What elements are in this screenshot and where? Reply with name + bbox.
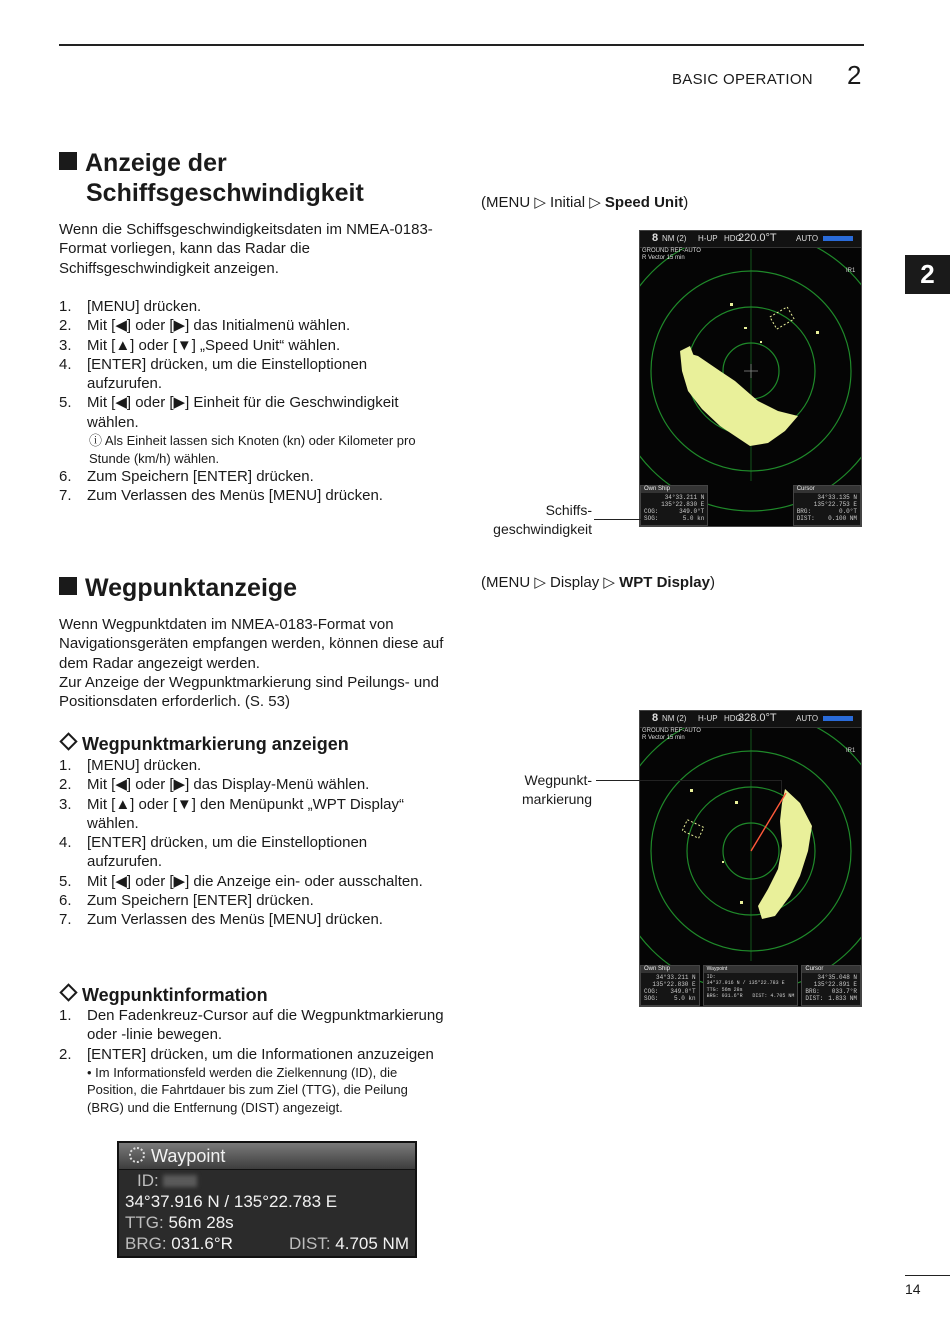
section-square-icon (59, 577, 77, 595)
section-title-waypoint: Wegpunktanzeige (59, 573, 297, 603)
radar-screenshot-speed: 8 NM (2) H-UP HDG 220.0°T AUTO GROUND REF-AUTO R Vector 15 min IR1 Own Ship 34°33.211 N 135°22.830 E COG: 349.0°T SOG: 5.0 kn Cursor 34°33.135 N 135°22.753 E BRG: 0.0°T DIST: 0.100 NM (639, 230, 862, 527)
step: 1. [MENU] drücken. (59, 757, 202, 774)
gain-bar (823, 716, 853, 721)
waypoint-info-box: Waypoint ID: 34°37.916 N / 135°22.783 E TTG: 56m 28s BRG: 031.6°R DIST: 4.705 NM (117, 1141, 417, 1258)
step: 2. Mit [◀] oder [▶] das Initialmenü wählen. (59, 317, 351, 335)
step: 5. Mit [◀] oder [▶] die Anzeige ein- oder ausschalten. (59, 872, 423, 890)
menu-path-waypoint: (MENU ▷ Display ▷ WPT Display) (481, 574, 715, 591)
step: 4. [ENTER] drücken, um die Einstelloptionen aufzurufen. (59, 834, 368, 871)
cursor-panel: Cursor 34°33.135 N 135°22.753 E BRG: 0.0°T DIST: 0.100 NM (793, 485, 861, 526)
step: 6. Zum Speichern [ENTER] drücken. (59, 468, 314, 486)
step: 3. Mit [▲] oder [▼] den Menüpunkt „WPT Display“ wählen. (59, 795, 405, 832)
diamond-icon (59, 732, 77, 750)
callout-leader (596, 780, 782, 781)
subsection-title-marker: Wegpunktmarkierung anzeigen (59, 734, 349, 755)
waypoint-info-header: Waypoint (119, 1143, 415, 1170)
page-number-rule (905, 1275, 950, 1276)
section-square-icon (59, 152, 77, 170)
step: 1. Den Fadenkreuz-Cursor auf die Wegpunktmarkierung oder -linie bewegen. (59, 1007, 444, 1044)
waypoint-intro-2: Zur Anzeige der Wegpunktmarkierung sind Peilungs- und Positionsdaten erforderlich. (S. 53) (59, 674, 439, 711)
radar-display (640, 711, 861, 1006)
section-title-speed: Anzeige der Schiffsgeschwindigkeit (59, 148, 364, 208)
waypoint-intro-1: Wenn Wegpunktdaten im NMEA-0183-Format von Navigationsgeräten empfangen werden, können diese auf dem Radar angezeigt werden. (59, 616, 444, 672)
info-steps (59, 1006, 444, 1116)
marker-steps (59, 756, 444, 930)
waypoint-icon (129, 1147, 145, 1163)
page-number: 14 (905, 1281, 921, 1297)
step: 1. [MENU] drücken. (59, 298, 202, 315)
step: 2. Mit [◀] oder [▶] das Display-Menü wählen. (59, 776, 370, 794)
gain-bar (823, 236, 853, 241)
step: 2. [ENTER] drücken, um die Informationen anzuzeigen • Im Informationsfeld werden die Zielkennung (ID), die Position, die Fahrtdauer bis zum Ziel (TTG), die Peilung (BRG) und die Entfernung (DIST) angezeigt. (59, 1045, 444, 1117)
speed-steps (59, 297, 444, 506)
radar-display (640, 231, 861, 526)
step: 4. [ENTER] drücken, um die Einstelloptionen aufzurufen. (59, 355, 368, 393)
radar-info-panels (640, 485, 861, 526)
subsection-title-info: Wegpunktinformation (59, 985, 268, 1006)
callout-leader (594, 519, 641, 520)
info-bullet: • Im Informationsfeld werden die Zielkennung (ID), die Position, die Fahrtdauer bis zum Ziel (TTG), die Peilung (BRG) und die Entfernung (DIST) angezeigt. (87, 1064, 408, 1115)
redacted-id (163, 1175, 197, 1187)
diamond-icon (59, 983, 77, 1001)
chapter-title: BASIC OPERATION (672, 71, 813, 88)
step: 7. Zum Verlassen des Menüs [MENU] drücken. (59, 487, 383, 505)
radar-top-bar: 8 NM (2) H-UP HDG 220.0°T AUTO (640, 231, 861, 248)
step: 5. Mit [◀] oder [▶] Einheit für die Geschwindigkeit wählen. ⓘ Als Einheit lassen sich Knoten (kn) oder Kilometer pro Stunde (km/h) wählen. (59, 393, 444, 467)
speed-intro: Wenn die Schiffsgeschwindigkeitsdaten im NMEA-0183-Format vorliegen, kann das Radar die Schiffsgeschwindigkeit anzeigen. (59, 221, 433, 277)
chapter-side-tab: 2 (905, 255, 950, 294)
radar-screenshot-waypoint: 8 NM (2) H-UP HDG 328.0°T AUTO GROUND REF-AUTO R Vector 15 min IR1 Own Ship 34°33.211 N 135°22.830 E COG: 349.0°T SOG: 5.0 kn Waypoint ID: 34°37.916 N / 135°22.783 E TTG: 56m 28s BRG: 031.6°R DIST: 4.705 NM Cursor 34°35.048 N 135°22.891 E BRG: 033.7°R DIST: 1.833 NM (639, 710, 862, 1007)
info-note: ⓘ Als Einheit lassen sich Knoten (kn) oder Kilometer pro Stunde (km/h) wählen. (89, 433, 416, 466)
radar-info-panels (640, 965, 861, 1006)
own-ship-panel: Own Ship 34°33.211 N 135°22.830 E COG: 349.0°T SOG: 5.0 kn (640, 965, 700, 1006)
callout-leader-drop (781, 780, 782, 794)
step: 7. Zum Verlassen des Menüs [MENU] drücken. (59, 911, 383, 929)
own-ship-panel: Own Ship 34°33.211 N 135°22.830 E COG: 349.0°T SOG: 5.0 kn (640, 485, 708, 526)
waypoint-position: 34°37.916 N / 135°22.783 E (125, 1192, 338, 1211)
waypoint-panel: Waypoint ID: 34°37.916 N / 135°22.783 E TTG: 56m 28s BRG: 031.6°R DIST: 4.705 NM (703, 965, 799, 1006)
callout-waypoint: Wegpunkt- markierung (521, 772, 592, 807)
step: 6. Zum Speichern [ENTER] drücken. (59, 892, 314, 910)
callout-speed: Schiffs- geschwindigkeit (493, 502, 592, 537)
top-rule (59, 44, 864, 46)
chapter-number: 2 (847, 60, 862, 90)
radar-top-bar: 8 NM (2) H-UP HDG 328.0°T AUTO (640, 711, 861, 728)
menu-path-speed: (MENU ▷ Initial ▷ Speed Unit) (481, 194, 689, 211)
step: 3. Mit [▲] oder [▼] „Speed Unit“ wählen. (59, 336, 341, 354)
cursor-panel: Cursor 34°35.048 N 135°22.891 E BRG: 033.7°R DIST: 1.833 NM (801, 965, 861, 1006)
